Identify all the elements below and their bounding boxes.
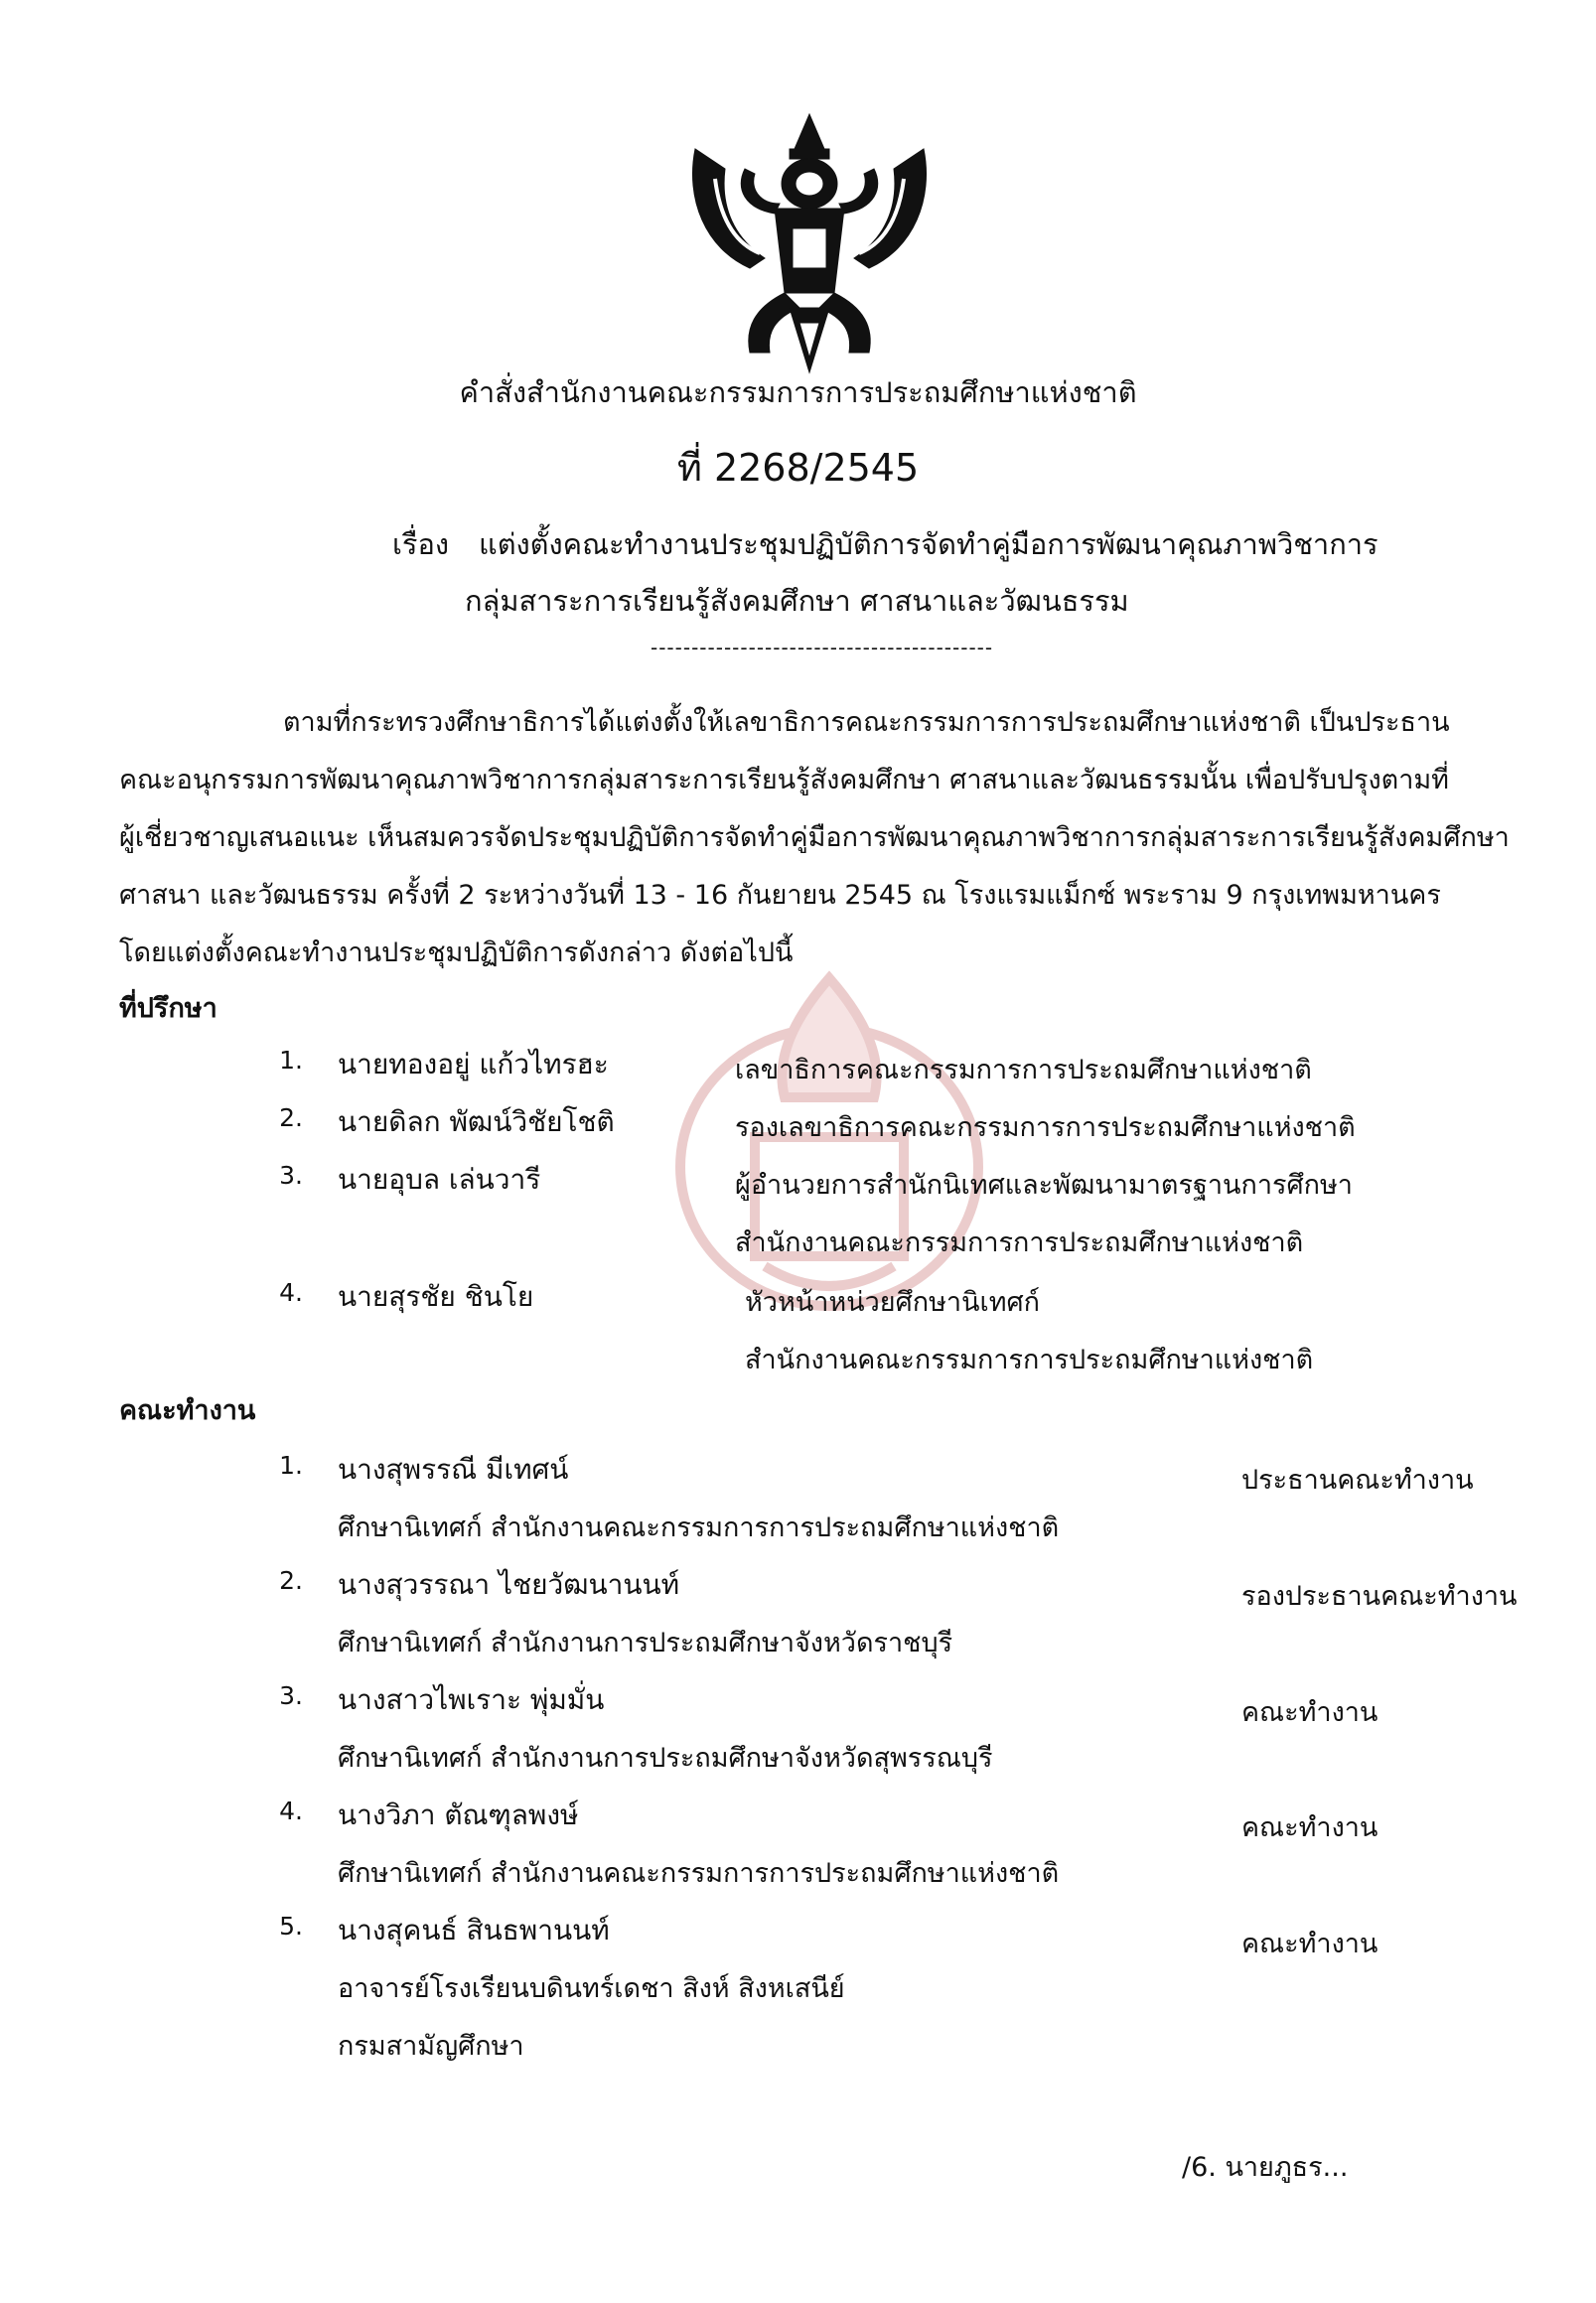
member-role: คณะทำงาน: [1241, 1929, 1378, 1959]
advisors-heading: ที่ปรึกษา: [119, 993, 218, 1024]
member-number: 1.: [279, 1451, 303, 1480]
member-detail: ศึกษานิเทศก์ สำนักงานการประถมศึกษาจังหวัดสุพรรณบุรี: [338, 1743, 993, 1774]
advisor-position: หัวหน้าหน่วยศึกษานิเทศก์: [745, 1287, 1041, 1318]
member-role: คณะทำงาน: [1241, 1697, 1378, 1728]
member-detail: กรมสามัญศึกษา: [338, 2031, 524, 2062]
order-title: คำสั่งสำนักงานคณะกรรมการการประถมศึกษาแห่งชาติ: [459, 375, 1137, 409]
advisor-position: สำนักงานคณะกรรมการการประถมศึกษาแห่งชาติ: [745, 1345, 1314, 1375]
member-name: นางสุวรรณา ไชยวัฒนานนท์: [338, 1568, 680, 1601]
body-line-2: คณะอนุกรรมการพัฒนาคุณภาพวิชาการกลุ่มสาระการเรียนรู้สังคมศึกษา ศาสนาและวัฒนธรรมนั้น เพื่อปรับปรุงตามที่: [119, 765, 1449, 795]
advisor-name: นายสุรชัย ชินโย: [338, 1280, 534, 1313]
order-number: ที่ 2268/2545: [676, 446, 920, 490]
subject-line-2: กลุ่มสาระการเรียนรู้สังคมศึกษา ศาสนาและวัฒนธรรม: [465, 584, 1129, 618]
advisor-position: ผู้อำนวยการสำนักนิเทศและพัฒนามาตรฐานการศึกษา: [735, 1170, 1353, 1201]
advisor-name: นายดิลก พัฒน์วิชัยโชติ: [338, 1105, 615, 1138]
member-detail: ศึกษานิเทศก์ สำนักงานคณะกรรมการการประถมศึกษาแห่งชาติ: [338, 1858, 1060, 1889]
advisor-name: นายทองอยู่ แก้วไทรฮะ: [338, 1048, 609, 1080]
divider: ------------------------------------------: [651, 636, 994, 659]
member-number: 3.: [279, 1681, 303, 1710]
member-role: รองประธานคณะทำงาน: [1241, 1581, 1518, 1612]
advisor-position: สำนักงานคณะกรรมการการประถมศึกษาแห่งชาติ: [735, 1227, 1304, 1258]
member-name: นางสุคนธ์ สินธพานนท์: [338, 1914, 610, 1946]
member-name: นางสาวไพเราะ พุ่มมั่น: [338, 1683, 605, 1716]
advisor-number: 3.: [279, 1161, 303, 1190]
member-detail: ศึกษานิเทศก์ สำนักงานการประถมศึกษาจังหวัดราชบุรี: [338, 1628, 953, 1658]
subject-label: เรื่อง: [392, 527, 450, 561]
body-line-3: ผู้เชี่ยวชาญเสนอแนะ เห็นสมควรจัดประชุมปฏิบัติการจัดทำคู่มือการพัฒนาคุณภาพวิชาการกลุ่มสาระการเรียนรู้สังคมศึกษา: [119, 822, 1510, 853]
advisor-position: รองเลขาธิการคณะกรรมการการประถมศึกษาแห่งชาติ: [735, 1112, 1356, 1143]
body-line-4: ศาสนา และวัฒนธรรม ครั้งที่ 2 ระหว่างวันที่ 13 - 16 กันยายน 2545 ณ โรงแรมแม็กซ์ พระราม 9 กรุงเทพมหานคร: [119, 880, 1441, 911]
body-line-5: โดยแต่งตั้งคณะทำงานประชุมปฏิบัติการดังกล่าว ดังต่อไปนี้: [119, 937, 794, 968]
member-role: ประธานคณะทำงาน: [1241, 1465, 1474, 1496]
member-name: นางวิภา ตัณฑุลพงษ์: [338, 1799, 579, 1831]
subject-line-1: แต่งตั้งคณะทำงานประชุมปฏิบัติการจัดทำคู่มือการพัฒนาคุณภาพวิชาการ: [479, 527, 1378, 561]
member-number: 5.: [279, 1912, 303, 1941]
member-role: คณะทำงาน: [1241, 1812, 1378, 1843]
advisor-number: 2.: [279, 1103, 303, 1132]
page-continuation: /6. นายภูธร...: [1182, 2152, 1349, 2183]
advisor-number: 4.: [279, 1278, 303, 1307]
member-number: 4.: [279, 1797, 303, 1825]
advisor-number: 1.: [279, 1046, 303, 1075]
working-group-heading: คณะทำงาน: [119, 1395, 256, 1426]
garuda-emblem-icon: [675, 109, 943, 377]
member-number: 2.: [279, 1566, 303, 1595]
member-detail: ศึกษานิเทศก์ สำนักงานคณะกรรมการการประถมศึกษาแห่งชาติ: [338, 1512, 1060, 1543]
member-detail: อาจารย์โรงเรียนบดินทร์เดชา สิงห์ สิงหเสนีย์: [338, 1973, 845, 2004]
member-name: นางสุพรรณี มีเทศน์: [338, 1453, 569, 1486]
advisor-name: นายอุบล เล่นวารี: [338, 1163, 541, 1196]
advisor-position: เลขาธิการคณะกรรมการการประถมศึกษาแห่งชาติ: [735, 1055, 1312, 1085]
body-line-1: ตามที่กระทรวงศึกษาธิการได้แต่งตั้งให้เลขาธิการคณะกรรมการการประถมศึกษาแห่งชาติ เป็นประธาน: [283, 707, 1450, 738]
